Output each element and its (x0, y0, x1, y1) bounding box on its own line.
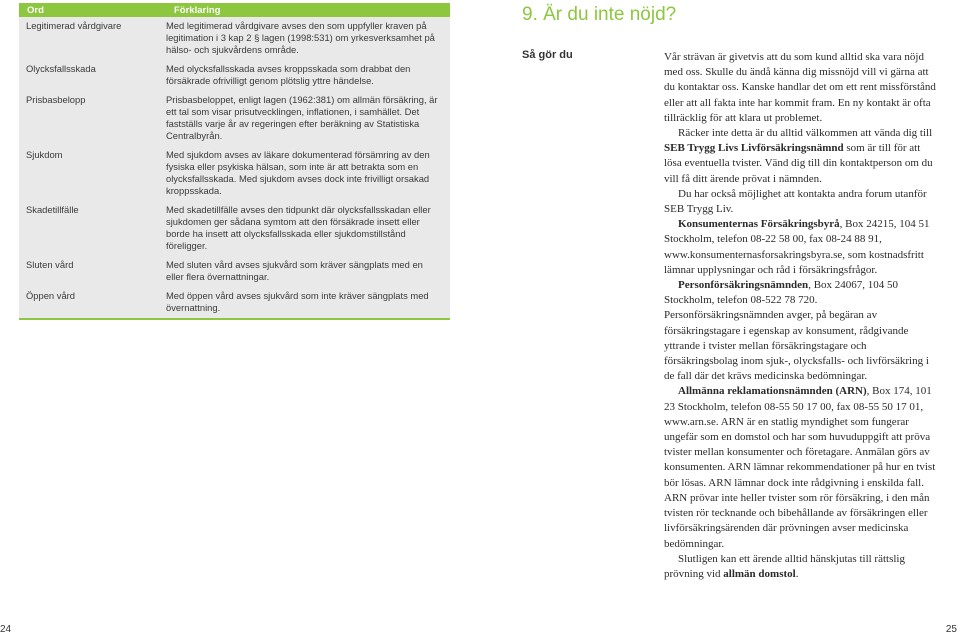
glossary-row (19, 290, 450, 314)
paragraph (664, 217, 936, 278)
glossary-row (19, 20, 450, 56)
bold-term: Konsumenternas Försäkringsbyrå (678, 218, 840, 231)
glossary-row (19, 149, 450, 197)
side-heading: Så gör du (522, 49, 573, 61)
glossary-row (19, 63, 450, 87)
paragraph-text: , Box 174, 101 23 Stockholm, telefon 08-55 50 17 00, fax 08-55 50 17 01, www.arn.se. ARN är en statlig myndighet som fungerar ungefär som en domstol och har som huvuduppgift att pröva tvister mellan konsumenter och företagare. Anmälan görs av konsumenten. ARN lämnar rekommendationer på hur en tvist bör lösas. ARN lämnar dock inte rådgivning i enskilda fall. ARN prövar inte heller tvister som rör försäkring, i den mån tvisten rör tecknande och bibehållande av försäkringen eller livförsäkringsärenden där prövningen avser medicinska bedömningar. (664, 385, 936, 550)
glossary-word: Prisbasbelopp (26, 94, 86, 105)
glossary-definition: Med öppen vård avses sjukvård som inte kräver sängplats med övernattning. (166, 290, 429, 313)
glossary-body (19, 17, 450, 320)
glossary-definition: Med skadetillfälle avses den tidpunkt där olycksfallsskadan eller sjukdomen ger sådana symtom att den försäkrade insett eller borde ha insett att olycksfallsskada eller sjukdomstillstånd föreligger. (166, 204, 431, 251)
glossary-row (19, 259, 450, 283)
glossary-word: Öppen vård (26, 290, 75, 301)
page-number-right: 25 (945, 624, 957, 635)
paragraph (664, 384, 936, 551)
glossary-definition: Med legitimerad vårdgivare avses den som uppfyller kraven på legitimation i 3 kap 2 § lagen (1998:531) om yrkesverksamhet på hälso- och sjukvårdens område. (166, 20, 435, 55)
glossary-header (19, 3, 450, 17)
bold-term: Allmänna reklamationsnämnden (ARN) (678, 385, 867, 398)
paragraph-text: . (795, 567, 799, 580)
glossary-row (19, 94, 450, 142)
chapter-title: 9. Är du inte nöjd? (522, 4, 677, 25)
glossary-definition: Med sluten vård avses sjukvård som kräver sängplats med en eller flera övernattningar. (166, 259, 423, 282)
paragraph-text: , Box 24067, 104 50 Stockholm, telefon 08-522 78 720. Personförsäkringsnämnden avger, på begäran av försäkringstagare i egenskap av konsument, rådgivande yttrande i tvister mellan försäkringstagare och försäkringsbolag inom sjuk-, olycksfalls- och livförsäkring i de fall där det krävs medicinska bedömningar. (664, 279, 929, 383)
glossary-word: Skadetillfälle (26, 204, 79, 215)
glossary-word: Sjukdom (26, 149, 63, 160)
glossary-word: Olycksfallsskada (26, 63, 96, 74)
paragraph (664, 278, 936, 384)
glossary-word: Sluten vård (26, 259, 74, 270)
paragraph (664, 126, 936, 187)
paragraph (664, 552, 936, 582)
header-word: Ord (27, 4, 44, 16)
bold-term: allmän domstol (723, 567, 796, 580)
glossary-table (19, 3, 450, 320)
paragraph-text: Räcker inte detta är du alltid välkommen att vända dig till (678, 127, 933, 140)
bold-term: SEB Trygg Livs Livförsäkringsnämnd (664, 142, 844, 155)
paragraph-text: Vår strävan är givetvis att du som kund alltid ska vara nöjd med oss. Skulle du ändå känna dig missnöjd vill vi gärna att du kontaktar oss. Kanske handlar det om ett rent missförstånd eller att all fakta inte har kommit fram. En ny kontakt är ofta tillräcklig för att klara ut problemet. (664, 51, 936, 124)
paragraph-text: Slutligen kan ett ärende alltid hänskjutas till rättslig prövning vid (664, 552, 905, 580)
glossary-definition: Prisbasbeloppet, enligt lagen (1962:381) om allmän försäkring, är ett tal som visar prisutvecklingen, inflationen, i samhället. Det fastställs varje år av regeringen efter beräkning av Statistiska Centralbyrån. (166, 94, 438, 141)
page-number-left: 24 (0, 624, 12, 635)
glossary-word: Legitimerad vårdgivare (26, 20, 122, 31)
paragraph-text: Du har också möjlighet att kontakta andra forum utanför SEB Trygg Liv. (664, 187, 927, 216)
bold-term: Personförsäkringsnämnden (678, 279, 809, 292)
header-definition: Förklaring (174, 4, 221, 16)
glossary-definition: Med olycksfallsskada avses kroppsskada som drabbat den försäkrade ofrivilligt genom plötslig yttre händelse. (166, 63, 411, 86)
paragraph-text: som är till för att lösa eventuella tvister. Vänd dig till din kontaktperson om du vill få ditt ärende prövat i nämnden. (664, 142, 933, 185)
paragraph (664, 187, 936, 217)
article-body (664, 50, 936, 582)
glossary-definition: Med sjukdom avses av läkare dokumenterad försämring av den fysiska eller psykiska hälsan, som inte är att betrakta som en olycksfallsskada. Med sjukdom avses dock inte frivilligt orsakad kroppsskada. (166, 149, 430, 196)
glossary-row (19, 204, 450, 252)
paragraph (664, 50, 936, 126)
paragraph-text: , Box 24215, 104 51 Stockholm, telefon 08-22 58 00, fax 08-24 88 91, www.konsumenternasforsakringsbyra.se, som kostnadsfritt lämnar upplysningar och råd i försäkringsfrågor. (664, 218, 930, 276)
